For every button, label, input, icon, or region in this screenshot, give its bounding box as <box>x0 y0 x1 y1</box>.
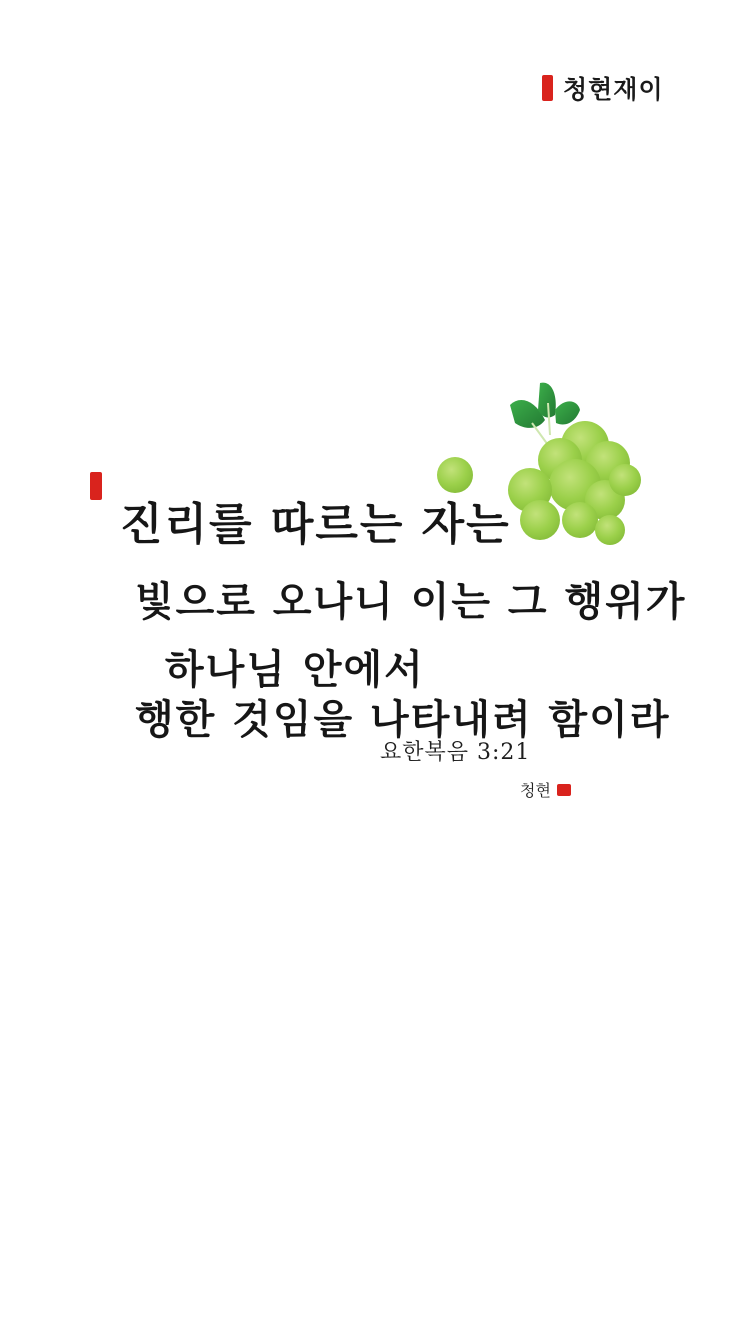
signature-name: 청현 <box>520 781 551 800</box>
verse-line-4: 행한 것임을 나타내려 함이라 <box>135 696 671 743</box>
left-seal-stamp-icon <box>90 472 102 500</box>
seal-stamp-icon <box>542 75 553 101</box>
leaf-icon <box>538 383 556 418</box>
verse-line-1: 진리를 따르는 자는 <box>120 499 511 550</box>
verse-reference: 요한복음 3:21 <box>380 740 531 765</box>
brand-header <box>542 70 664 106</box>
verse-line-3: 하나님 안에서 <box>165 646 425 693</box>
leaf-icon <box>555 401 580 424</box>
artist-signature <box>520 778 571 801</box>
verse-line-2: 빛으로 오나니 이는 그 행위가 <box>135 578 687 625</box>
brand-name: 청현재이 <box>563 75 664 104</box>
signature-seal-icon <box>557 784 571 796</box>
